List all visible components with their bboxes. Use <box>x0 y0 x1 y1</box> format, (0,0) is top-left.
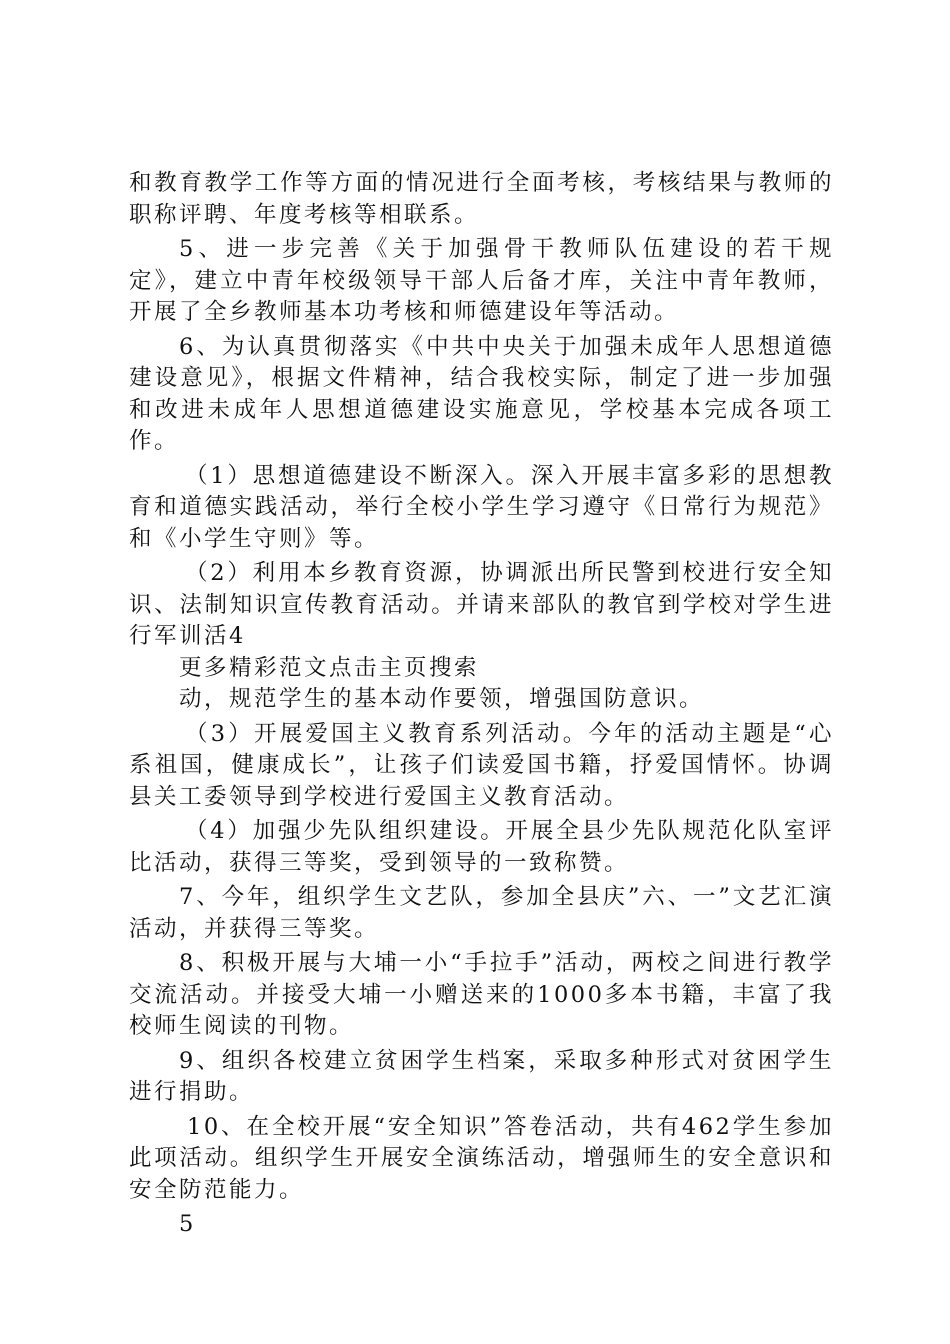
promo-line: 更多精彩范文点击主页搜索 <box>179 654 480 681</box>
paragraph-subitem-2: （2）利用本乡教育资源，协调派出所民警到校进行安全知识、法制知识宣传教育活动。并请来部队的教官到学校对学生进行军训活4 <box>129 560 834 649</box>
paragraph-subitem-2-continued: 动，规范学生的基本动作要领，增强国防意识。 <box>179 686 705 712</box>
paragraph-subitem-3: （3）开展爱国主义教育系列活动。今年的活动主题是“心系祖国，健康成长”，让孩子们读爱国书籍，抒爱国情怀。协调县关工委领导到学校进行爱国主义教育活动。 <box>129 720 834 810</box>
paragraph-item-8: 8、积极开展与大埔一小“手拉手”活动，两校之间进行教学交流活动。并接受大埔一小赠送来的1000多本书籍，丰富了我校师生阅读的刊物。 <box>129 950 834 1039</box>
page-number: 5 <box>179 1211 196 1237</box>
paragraph-subitem-1: （1）思想道德建设不断深入。深入开展丰富多彩的思想教育和道德实践活动，举行全校小学生学习遵守《日常行为规范》和《小学生守则》等。 <box>129 462 834 552</box>
paragraph-item-10: 10、在全校开展“安全知识”答卷活动，共有462学生参加此项活动。组织学生开展安全演练活动，增强师生的安全意识和安全防范能力。 <box>129 1113 834 1203</box>
paragraph-item-5: 5、进一步完善《关于加强骨干教师队伍建设的若干规定》，建立中青年校级领导干部人后备才库，关注中青年教师，开展了全乡教师基本功考核和师德建设年等活动。 <box>129 236 834 325</box>
document-body <box>129 168 834 1241</box>
paragraph-item-9: 9、组织各校建立贫困学生档案，采取多种形式对贫困学生进行捐助。 <box>129 1047 834 1105</box>
paragraph-item-7: 7、今年，组织学生文艺队，参加全县庆”六、一”文艺汇演活动，并获得三等奖。 <box>129 884 834 942</box>
paragraph-subitem-4: （4）加强少先队组织建设。开展全县少先队规范化队室评比活动，获得三等奖，受到领导的一致称赞。 <box>129 818 834 876</box>
paragraph-item-6: 6、为认真贯彻落实《中共中央关于加强未成年人思想道德建设意见》，根据文件精神，结合我校实际，制定了进一步加强和改进未成年人思想道德建设实施意见，学校基本完成各项工作。 <box>129 333 834 454</box>
paragraph-continuation: 和教育教学工作等方面的情况进行全面考核，考核结果与教师的职称评聘、年度考核等相联系。 <box>129 170 834 228</box>
